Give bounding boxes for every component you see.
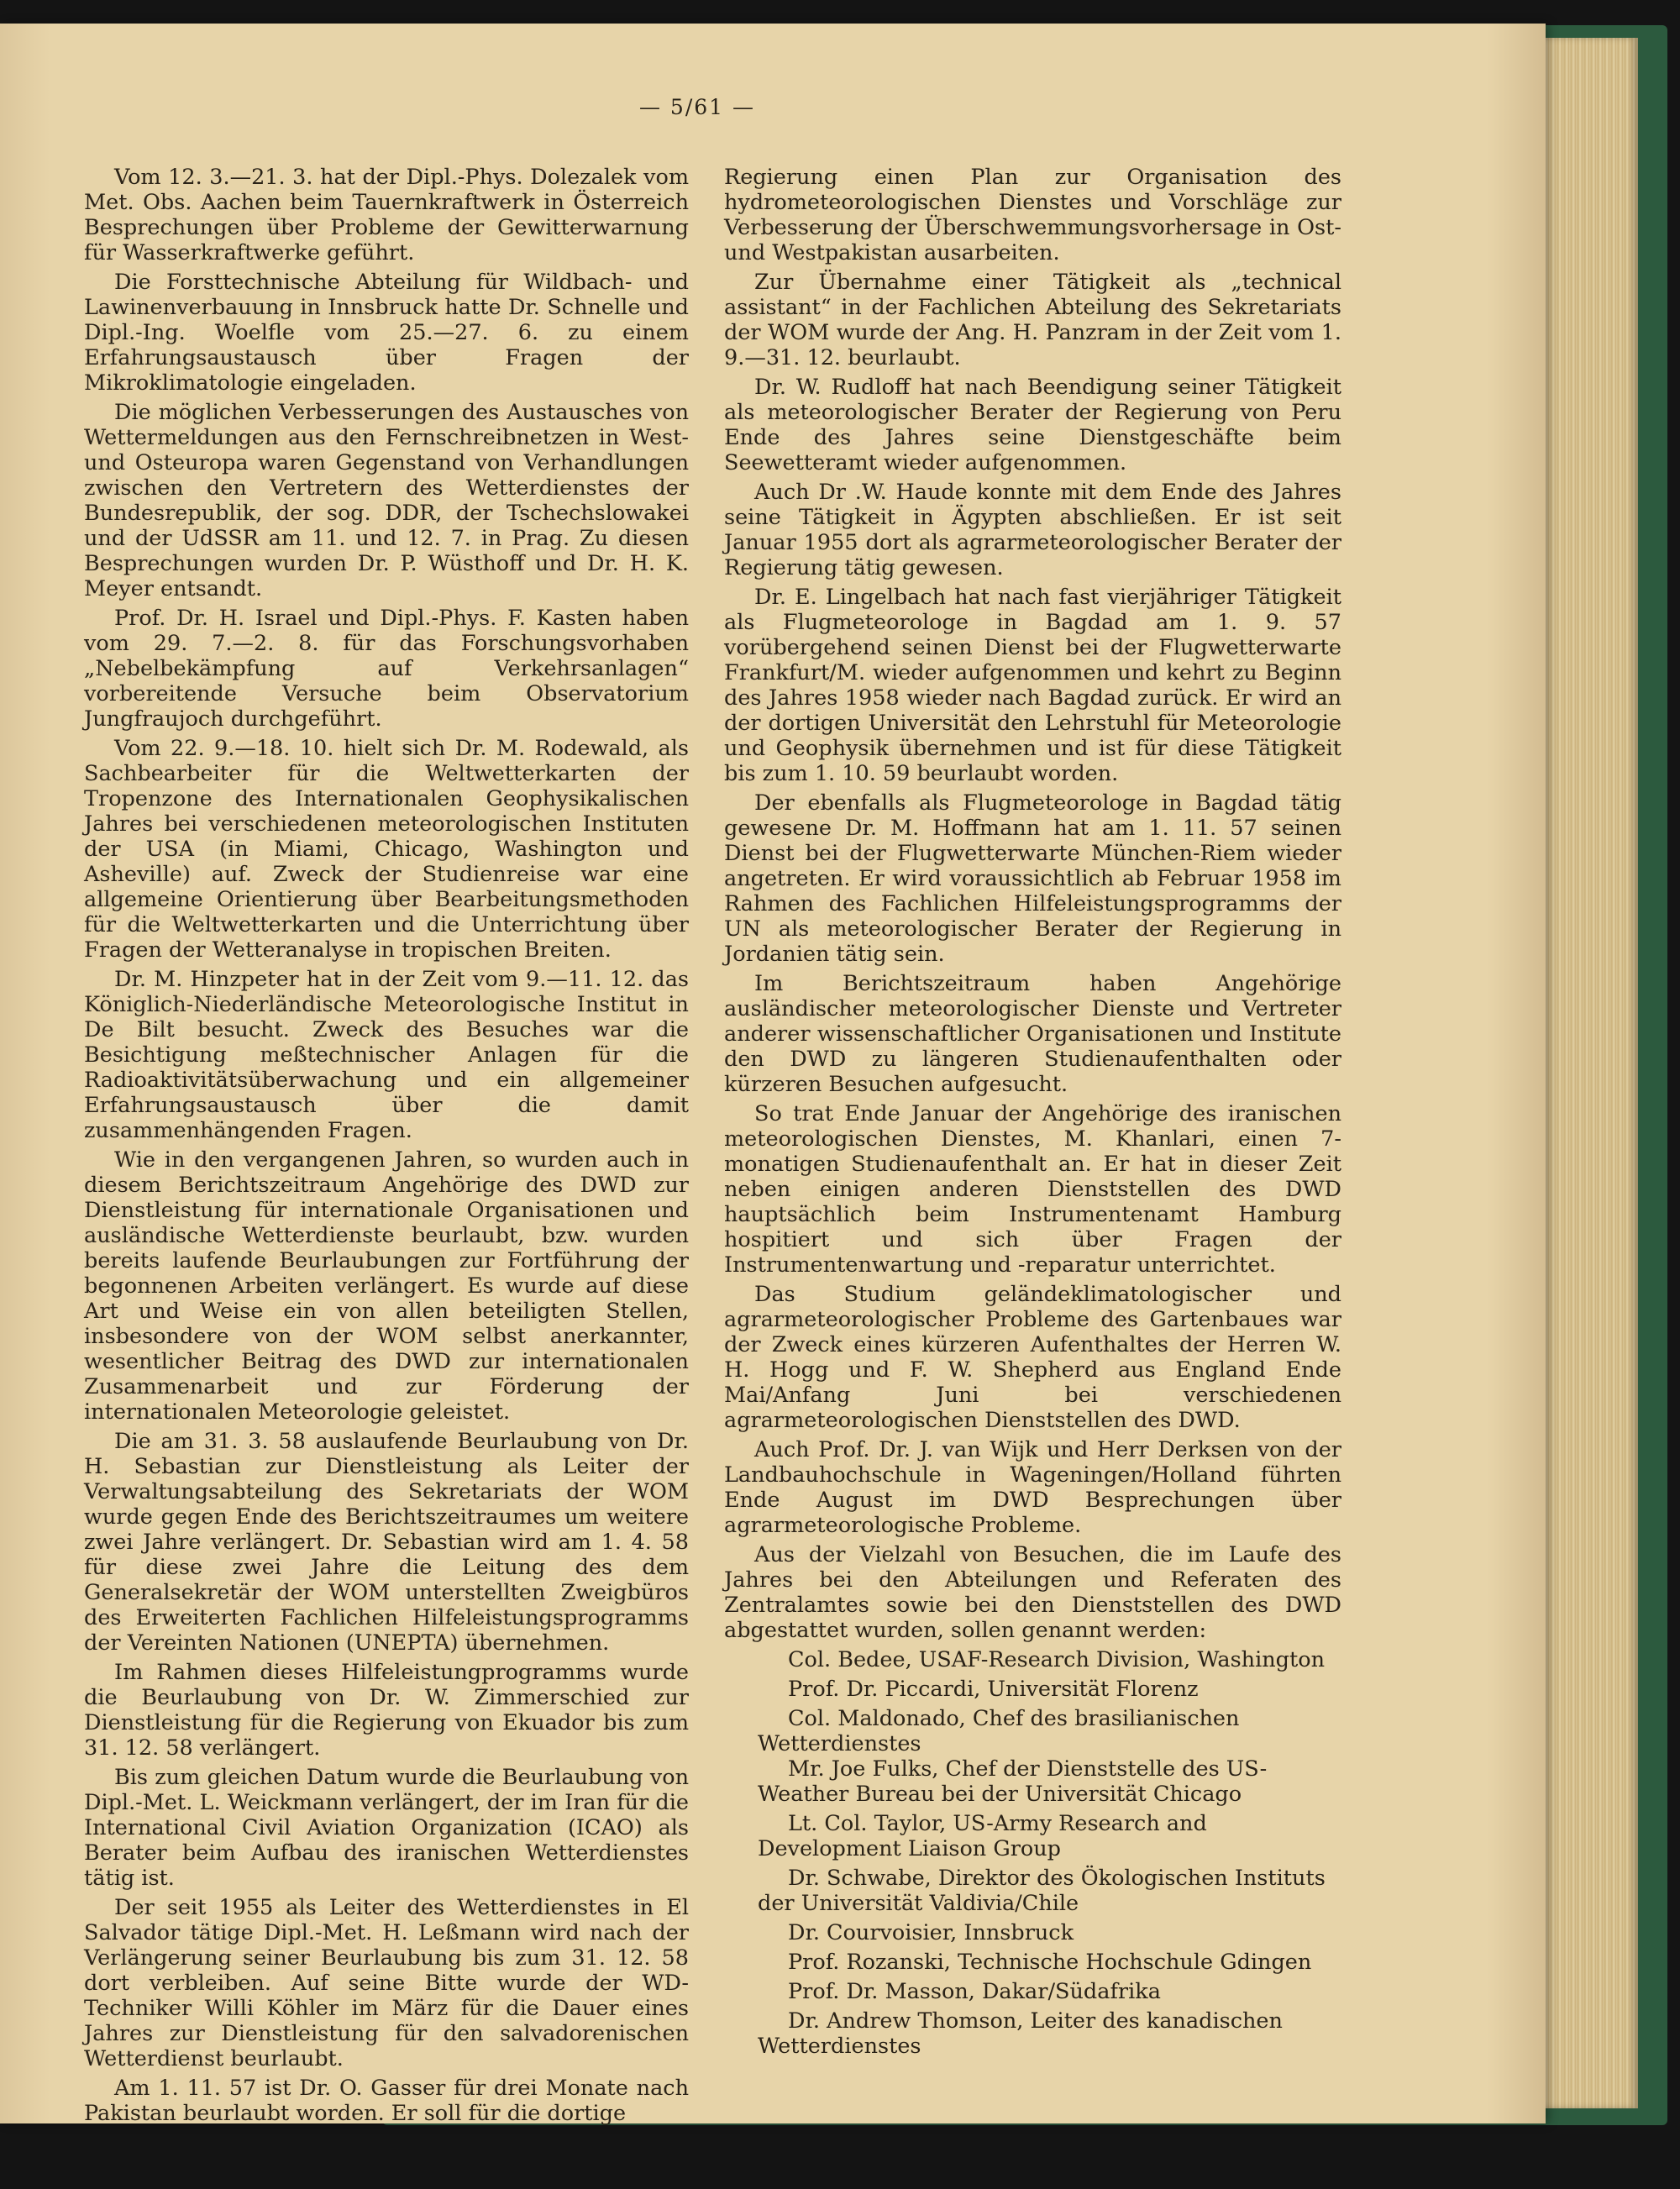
paragraph: Prof. Dr. H. Israel und Dipl.-Phys. F. Kasten haben vom 29. 7.—2. 8. für das Forschungsvorhaben „Nebelbekämpfung auf Verkehrsanlagen“ vorbereitende Versuche beim Observatorium Jungfraujoch durchgeführt. [84, 606, 689, 732]
visitor-entry: Dr. Courvoisier, Innsbruck [788, 1920, 1074, 1945]
paragraph: Die möglichen Verbesserungen des Austausches von Wettermeldungen aus den Fernschreibnetzen in West- und Osteuropa waren Gegenstand von Verhandlungen zwischen den Vertretern des Wetterdienstes der Bundesrepublik, der sog. DDR, der Tschechslowakei und der UdSSR am 11. und 12. 7. in Prag. Zu diesen Besprechungen wurden Dr. P. Wüsthoff und Dr. H. K. Meyer entsandt. [84, 400, 689, 601]
visitor-entry: Col. Maldonado, Chef des brasilianischen Wetterdienstes [758, 1706, 1240, 1756]
paragraph: Auch Dr .W. Haude konnte mit dem Ende des Jahres seine Tätigkeit in Ägypten abschließen. Er ist seit Januar 1955 dort als agrarmeteorologischer Berater der Regierung tätig gewesen. [724, 480, 1341, 580]
paragraph: Im Berichtszeitraum haben Angehörige ausländischer meteorologischer Dienste und Vertreter anderer wissenschaftlicher Organisationen und Institute den DWD zu längeren Studienaufenthalten oder kürzeren Besuchen aufgesucht. [724, 971, 1341, 1097]
visitor-entry: Dr. Andrew Thomson, Leiter des kanadischen Wetterdienstes [758, 2008, 1283, 2059]
page-number: — 5/61 — [638, 95, 756, 119]
right-column [724, 165, 1341, 2063]
paragraph: Das Studium geländeklimatologischer und agrarmeteorologischer Probleme des Gartenbaues war der Zweck eines kürzeren Aufenthaltes der Herren W. H. Hogg und F. W. Shepherd aus England Ende Mai/Anfang Juni bei verschiedenen agrarmeteorologischen Dienststellen des DWD. [724, 1282, 1341, 1433]
paragraph: Auch Prof. Dr. J. van Wijk und Herr Derksen von der Landbauhochschule in Wageningen/Holland führten Ende August im DWD Besprechungen über agrarmeteorologische Probleme. [724, 1437, 1341, 1538]
paragraph: Im Rahmen dieses Hilfeleistungprogramms wurde die Beurlaubung von Dr. W. Zimmerschied zur Dienstleistung für die Regierung von Ekuador bis zum 31. 12. 58 verlängert. [84, 1660, 689, 1761]
paragraph: Vom 12. 3.—21. 3. hat der Dipl.-Phys. Dolezalek vom Met. Obs. Aachen beim Tauernkraftwerk in Österreich Besprechungen über Probleme der Gewitterwarnung für Wasserkraftwerke geführt. [84, 165, 689, 265]
paragraph: Der ebenfalls als Flugmeteorologe in Bagdad tätig gewesene Dr. M. Hoffmann hat am 1. 11. 57 seinen Dienst bei der Flugwetterwarte München-Riem wieder angetreten. Er wird voraussichtlich ab Februar 1958 im Rahmen des Fachlichen Hilfeleistungsprogramms der UN als meteorologischer Berater der Regierung in Jordanien tätig sein. [724, 790, 1341, 967]
paragraph: Der seit 1955 als Leiter des Wetterdienstes in El Salvador tätige Dipl.-Met. H. Leßmann wird nach der Verlängerung seiner Beurlaubung bis zum 31. 12. 58 dort verbleiben. Auf seine Bitte wurde der WD-Techniker Willi Köhler im März für die Dauer eines Jahres zur Dienstleistung für den salvadorenischen Wetterdienst beurlaubt. [84, 1895, 689, 2071]
paragraph: Dr. W. Rudloff hat nach Beendigung seiner Tätigkeit als meteorologischer Berater der Regierung von Peru Ende des Jahres seine Dienstgeschäfte beim Seewetteramt wieder aufgenommen. [724, 375, 1341, 475]
visitor-entry: Prof. Dr. Masson, Dakar/Südafrika [788, 1979, 1161, 2004]
paragraph: Zur Übernahme einer Tätigkeit als „technical assistant“ in der Fachlichen Abteilung des Sekretariats der WOM wurde der Ang. H. Panzram in der Zeit vom 1. 9.—31. 12. beurlaubt. [724, 270, 1341, 370]
visitor-entry: Col. Bedee, USAF-Research Division, Washington [788, 1647, 1326, 1672]
visitor-list [724, 1647, 1341, 2059]
paragraph: Am 1. 11. 57 ist Dr. O. Gasser für drei Monate nach Pakistan beurlaubt worden. Er soll für die dortige [84, 2076, 689, 2126]
visitor-entry: Dr. Schwabe, Direktor des Ökologischen Instituts der Universität Valdivia/Chile [758, 1866, 1326, 1916]
paragraph: Dr. E. Lingelbach hat nach fast vierjähriger Tätigkeit als Flugmeteorologe in Bagdad am 1. 9. 57 vorübergehend seinen Dienst bei der Flugwetterwarte Frankfurt/M. wieder aufgenommen und kehrt zu Beginn des Jahres 1958 wieder nach Bagdad zurück. Er wird an der dortigen Universität den Lehrstuhl für Meteorologie und Geophysik übernehmen und ist für diese Tätigkeit bis zum 1. 10. 59 beurlaubt worden. [724, 585, 1341, 786]
visitor-entry: Mr. Joe Fulks, Chef der Dienststelle des US-Weather Bureau bei der Universität Chicago [758, 1756, 1268, 1807]
paragraph: Bis zum gleichen Datum wurde die Beurlaubung von Dipl.-Met. L. Weickmann verlängert, der im Iran für die International Civil Aviation Organization (ICAO) als Berater beim Aufbau des iranischen Wetterdienstes tätig ist. [84, 1765, 689, 1891]
paragraph: Regierung einen Plan zur Organisation des hydrometeorologischen Dienstes und Vorschläge zur Verbesserung der Überschwemmungsvorhersage in Ost- und Westpakistan ausarbeiten. [724, 165, 1341, 265]
paragraph: Aus der Vielzahl von Besuchen, die im Laufe des Jahres bei den Abteilungen und Referaten des Zentralamtes sowie bei den Dienststellen des DWD abgestattet wurden, sollen genannt werden: [724, 1542, 1341, 1643]
visitor-entry: Lt. Col. Taylor, US-Army Research and Development Liaison Group [758, 1811, 1207, 1861]
visitor-entry: Prof. Dr. Piccardi, Universität Florenz [788, 1677, 1199, 1702]
paragraph: Die Forsttechnische Abteilung für Wildbach- und Lawinenverbauung in Innsbruck hatte Dr. Schnelle und Dipl.-Ing. Woelfle vom 25.—27. 6. zu einem Erfahrungsaustausch über Fragen der Mikroklimatologie eingeladen. [84, 270, 689, 396]
paragraph: So trat Ende Januar der Angehörige des iranischen meteorologischen Dienstes, M. Khanlari, einen 7-monatigen Studienaufenthalt an. Er hat in dieser Zeit neben einigen anderen Dienststellen des DWD hauptsächlich beim Instrumentenamt Hamburg hospitiert und sich über Fragen der Instrumentenwartung und -reparatur unterrichtet. [724, 1101, 1341, 1278]
document-page [0, 24, 1546, 2126]
visitor-entry: Prof. Rozanski, Technische Hochschule Gdingen [788, 1950, 1312, 1975]
left-column [84, 165, 689, 2130]
paragraph: Die am 31. 3. 58 auslaufende Beurlaubung von Dr. H. Sebastian zur Dienstleistung als Leiter der Verwaltungsabteilung des Sekretariats der WOM wurde gegen Ende des Berichtszeitraumes um weitere zwei Jahre verlängert. Dr. Sebastian wird am 1. 4. 58 für diese zwei Jahre die Leitung des dem Generalsekretär der WOM unterstellten Zweigbüros des Erweiterten Fachlichen Hilfeleistungsprogramms der Vereinten Nationen (UNEPTA) übernehmen. [84, 1429, 689, 1656]
paragraph: Wie in den vergangenen Jahren, so wurden auch in diesem Berichtszeitraum Angehörige des DWD zur Dienstleistung für internationale Organisationen und ausländische Wetterdienste beurlaubt, bzw. wurden bereits laufende Beurlaubungen zur Fortführung der begonnenen Arbeiten verlängert. Es wurde auf diese Art und Weise ein von allen beteiligten Stellen, insbesondere von der WOM selbst anerkannter, wesentlicher Beitrag des DWD zur internationalen Zusammenarbeit und zur Förderung der internationalen Meteorologie geleistet. [84, 1147, 689, 1425]
paragraph: Vom 22. 9.—18. 10. hielt sich Dr. M. Rodewald, als Sachbearbeiter für die Weltwetterkarten der Tropenzone des Internationalen Geophysikalischen Jahres bei verschiedenen meteorologischen Instituten der USA (in Miami, Chicago, Washington und Asheville) auf. Zweck der Studienreise war eine allgemeine Orientierung über Bearbeitungsmethoden für die Weltwetterkarten und die Unterrichtung über Fragen der Wetteranalyse in tropischen Breiten. [84, 736, 689, 963]
paragraph: Dr. M. Hinzpeter hat in der Zeit vom 9.—11. 12. das Königlich-Niederländische Meteorologische Institut in De Bilt besucht. Zweck des Besuches war die Besichtigung meßtechnischer Anlagen für die Radioaktivitätsüberwachung und ein allgemeiner Erfahrungsaustausch über die damit zusammenhängenden Fragen. [84, 967, 689, 1143]
